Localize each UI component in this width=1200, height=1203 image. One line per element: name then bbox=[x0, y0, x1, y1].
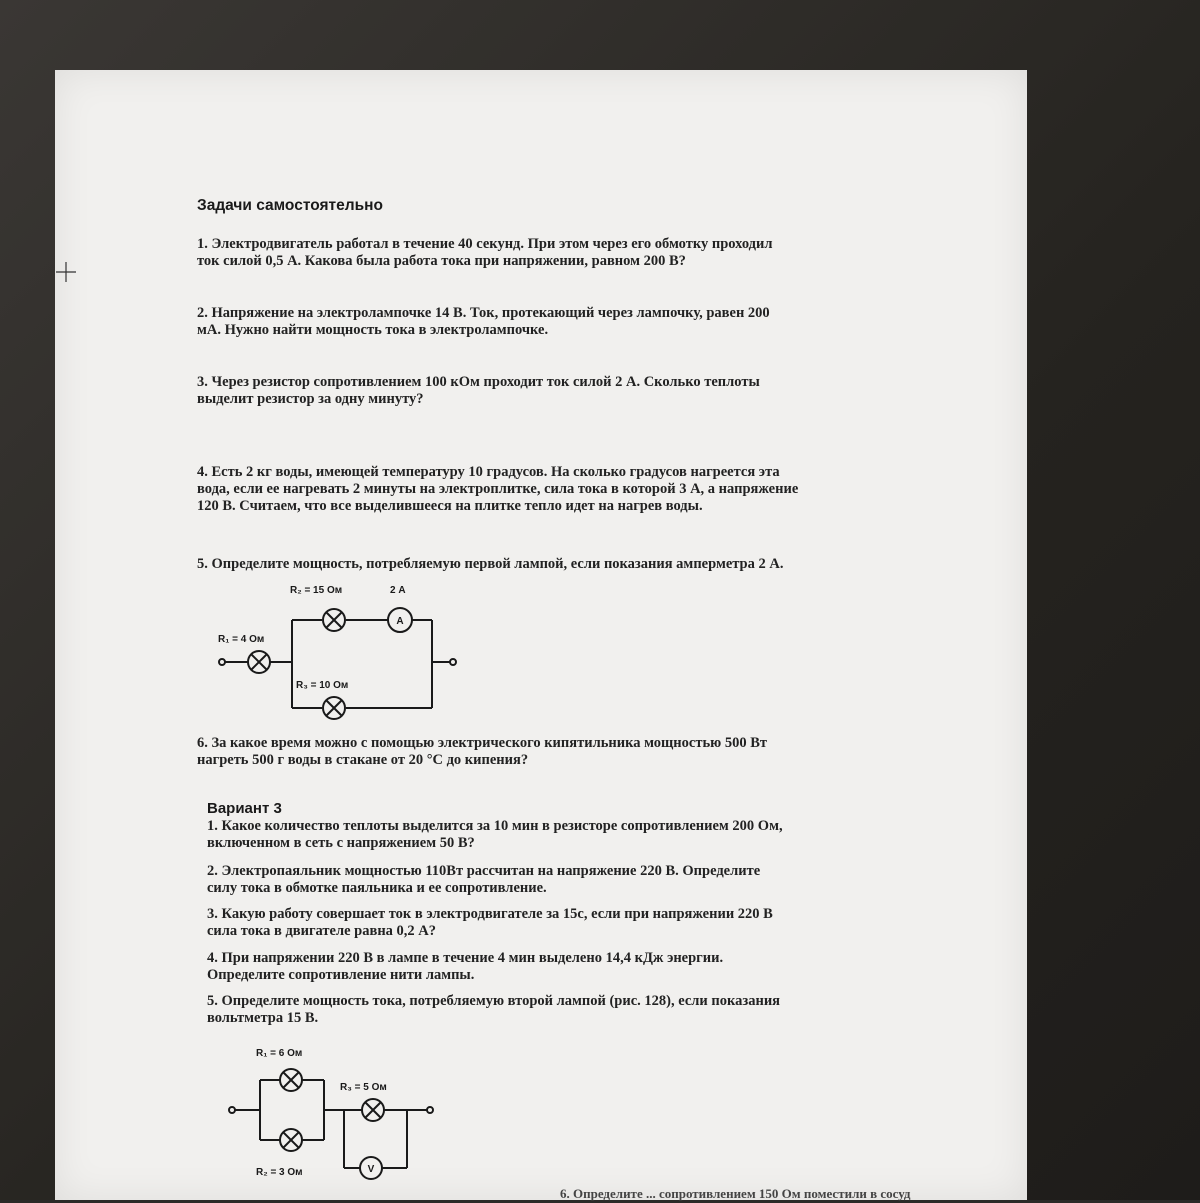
voltmeter-icon bbox=[360, 1157, 382, 1179]
task-6-line-2: нагреть 500 г воды в стакане от 20 °С до кипения? bbox=[197, 752, 529, 768]
variant-line: 5. Определите мощность тока, потребляемую второй лампой (рис. 128), если показания bbox=[207, 993, 781, 1009]
task-5-line-1: 5. Определите мощность, потребляемую первой лампой, если показания амперметра 2 А. bbox=[197, 556, 784, 572]
task-3 bbox=[197, 374, 957, 408]
ammeter-icon bbox=[388, 608, 412, 632]
task-5 bbox=[197, 556, 957, 573]
variant-line: силу тока в обмотке паяльника и ее сопротивление. bbox=[207, 880, 547, 896]
task-1-line-1: 1. Электродвигатель работал в течение 40 секунд. При этом через его обмотку проходил bbox=[197, 236, 773, 252]
ammeter-symbol: A bbox=[396, 616, 404, 627]
lamp-r1-icon bbox=[248, 651, 270, 673]
task-4 bbox=[197, 464, 957, 515]
variant-line: включенном в сеть с напряжением 50 В? bbox=[207, 835, 475, 851]
variant-line: 4. При напряжении 220 В в лампе в течение 4 мин выделено 14,4 кДж энергии. bbox=[207, 950, 724, 966]
r1-label: R₁ = 6 Ом bbox=[256, 1048, 303, 1059]
variant-line: 2. Электропаяльник мощностью 110Вт рассчитан на напряжение 220 В. Определите bbox=[207, 863, 761, 879]
task-1-line-2: ток силой 0,5 А. Какова была работа тока при напряжении, равном 200 В? bbox=[197, 253, 686, 269]
variant-line: Определите сопротивление нити лампы. bbox=[207, 967, 475, 983]
r2-label: R₂ = 3 Ом bbox=[256, 1167, 303, 1178]
variant-line: 3. Какую работу совершает ток в электродвигателе за 15с, если при напряжении 220 В bbox=[207, 906, 773, 922]
circuit-diagram-1 bbox=[210, 578, 470, 728]
ammeter-reading: 2 А bbox=[390, 585, 406, 596]
task-3-line-1: 3. Через резистор сопротивлением 100 кОм проходит ток силой 2 А. Сколько теплоты bbox=[197, 374, 760, 390]
task-4-line-3: 120 В. Считаем, что все выделившееся на плитке тепло идет на нагрев воды. bbox=[197, 498, 703, 514]
r3-label: R₃ = 5 Ом bbox=[340, 1082, 387, 1093]
page-heading: Задачи самостоятельно bbox=[197, 197, 383, 214]
terminal-left bbox=[219, 659, 225, 665]
lamp-r2-icon bbox=[323, 609, 345, 631]
voltmeter-symbol: V bbox=[367, 1164, 375, 1175]
task-4-line-2: вода, если ее нагревать 2 минуты на электроплитке, сила тока в которой 3 А, а напряжение bbox=[197, 481, 799, 497]
task-6 bbox=[197, 735, 957, 769]
crosshair-cursor-icon bbox=[56, 262, 76, 282]
task-2-line-2: мА. Нужно найти мощность тока в электролампочке. bbox=[197, 322, 549, 338]
task-6-line-1: 6. За какое время можно с помощью электрического кипятильника мощностью 500 Вт bbox=[197, 735, 767, 751]
lamp-r2-icon bbox=[280, 1129, 302, 1151]
lamp-r3-icon bbox=[323, 697, 345, 719]
task-2-line-1: 2. Напряжение на электролампочке 14 В. Ток, протекающий через лампочку, равен 200 bbox=[197, 305, 770, 321]
variant-line: 1. Какое количество теплоты выделится за 10 мин в резисторе сопротивлением 200 Ом, bbox=[207, 818, 783, 834]
lamp-r3-icon bbox=[362, 1099, 384, 1121]
r3-label: R₃ = 10 Ом bbox=[296, 680, 349, 691]
task-2 bbox=[197, 305, 957, 339]
cut-off-line: 6. Определите ... сопротивлением 150 Ом поместили в сосуд bbox=[560, 1186, 911, 1201]
task-3-line-2: выделит резистор за одну минуту? bbox=[197, 391, 424, 407]
variant-line: вольтметра 15 В. bbox=[207, 1010, 319, 1026]
variant-title: Вариант 3 bbox=[207, 800, 282, 817]
r1-label: R₁ = 4 Ом bbox=[218, 634, 265, 645]
task-4-line-1: 4. Есть 2 кг воды, имеющей температуру 10 градусов. На сколько градусов нагреется эта bbox=[197, 464, 780, 480]
r2-label: R₂ = 15 Ом bbox=[290, 585, 343, 596]
circuit-diagram-2 bbox=[222, 1040, 452, 1190]
lamp-r1-icon bbox=[280, 1069, 302, 1091]
task-1 bbox=[197, 236, 957, 270]
variant-line: сила тока в двигателе равна 0,2 А? bbox=[207, 923, 437, 939]
